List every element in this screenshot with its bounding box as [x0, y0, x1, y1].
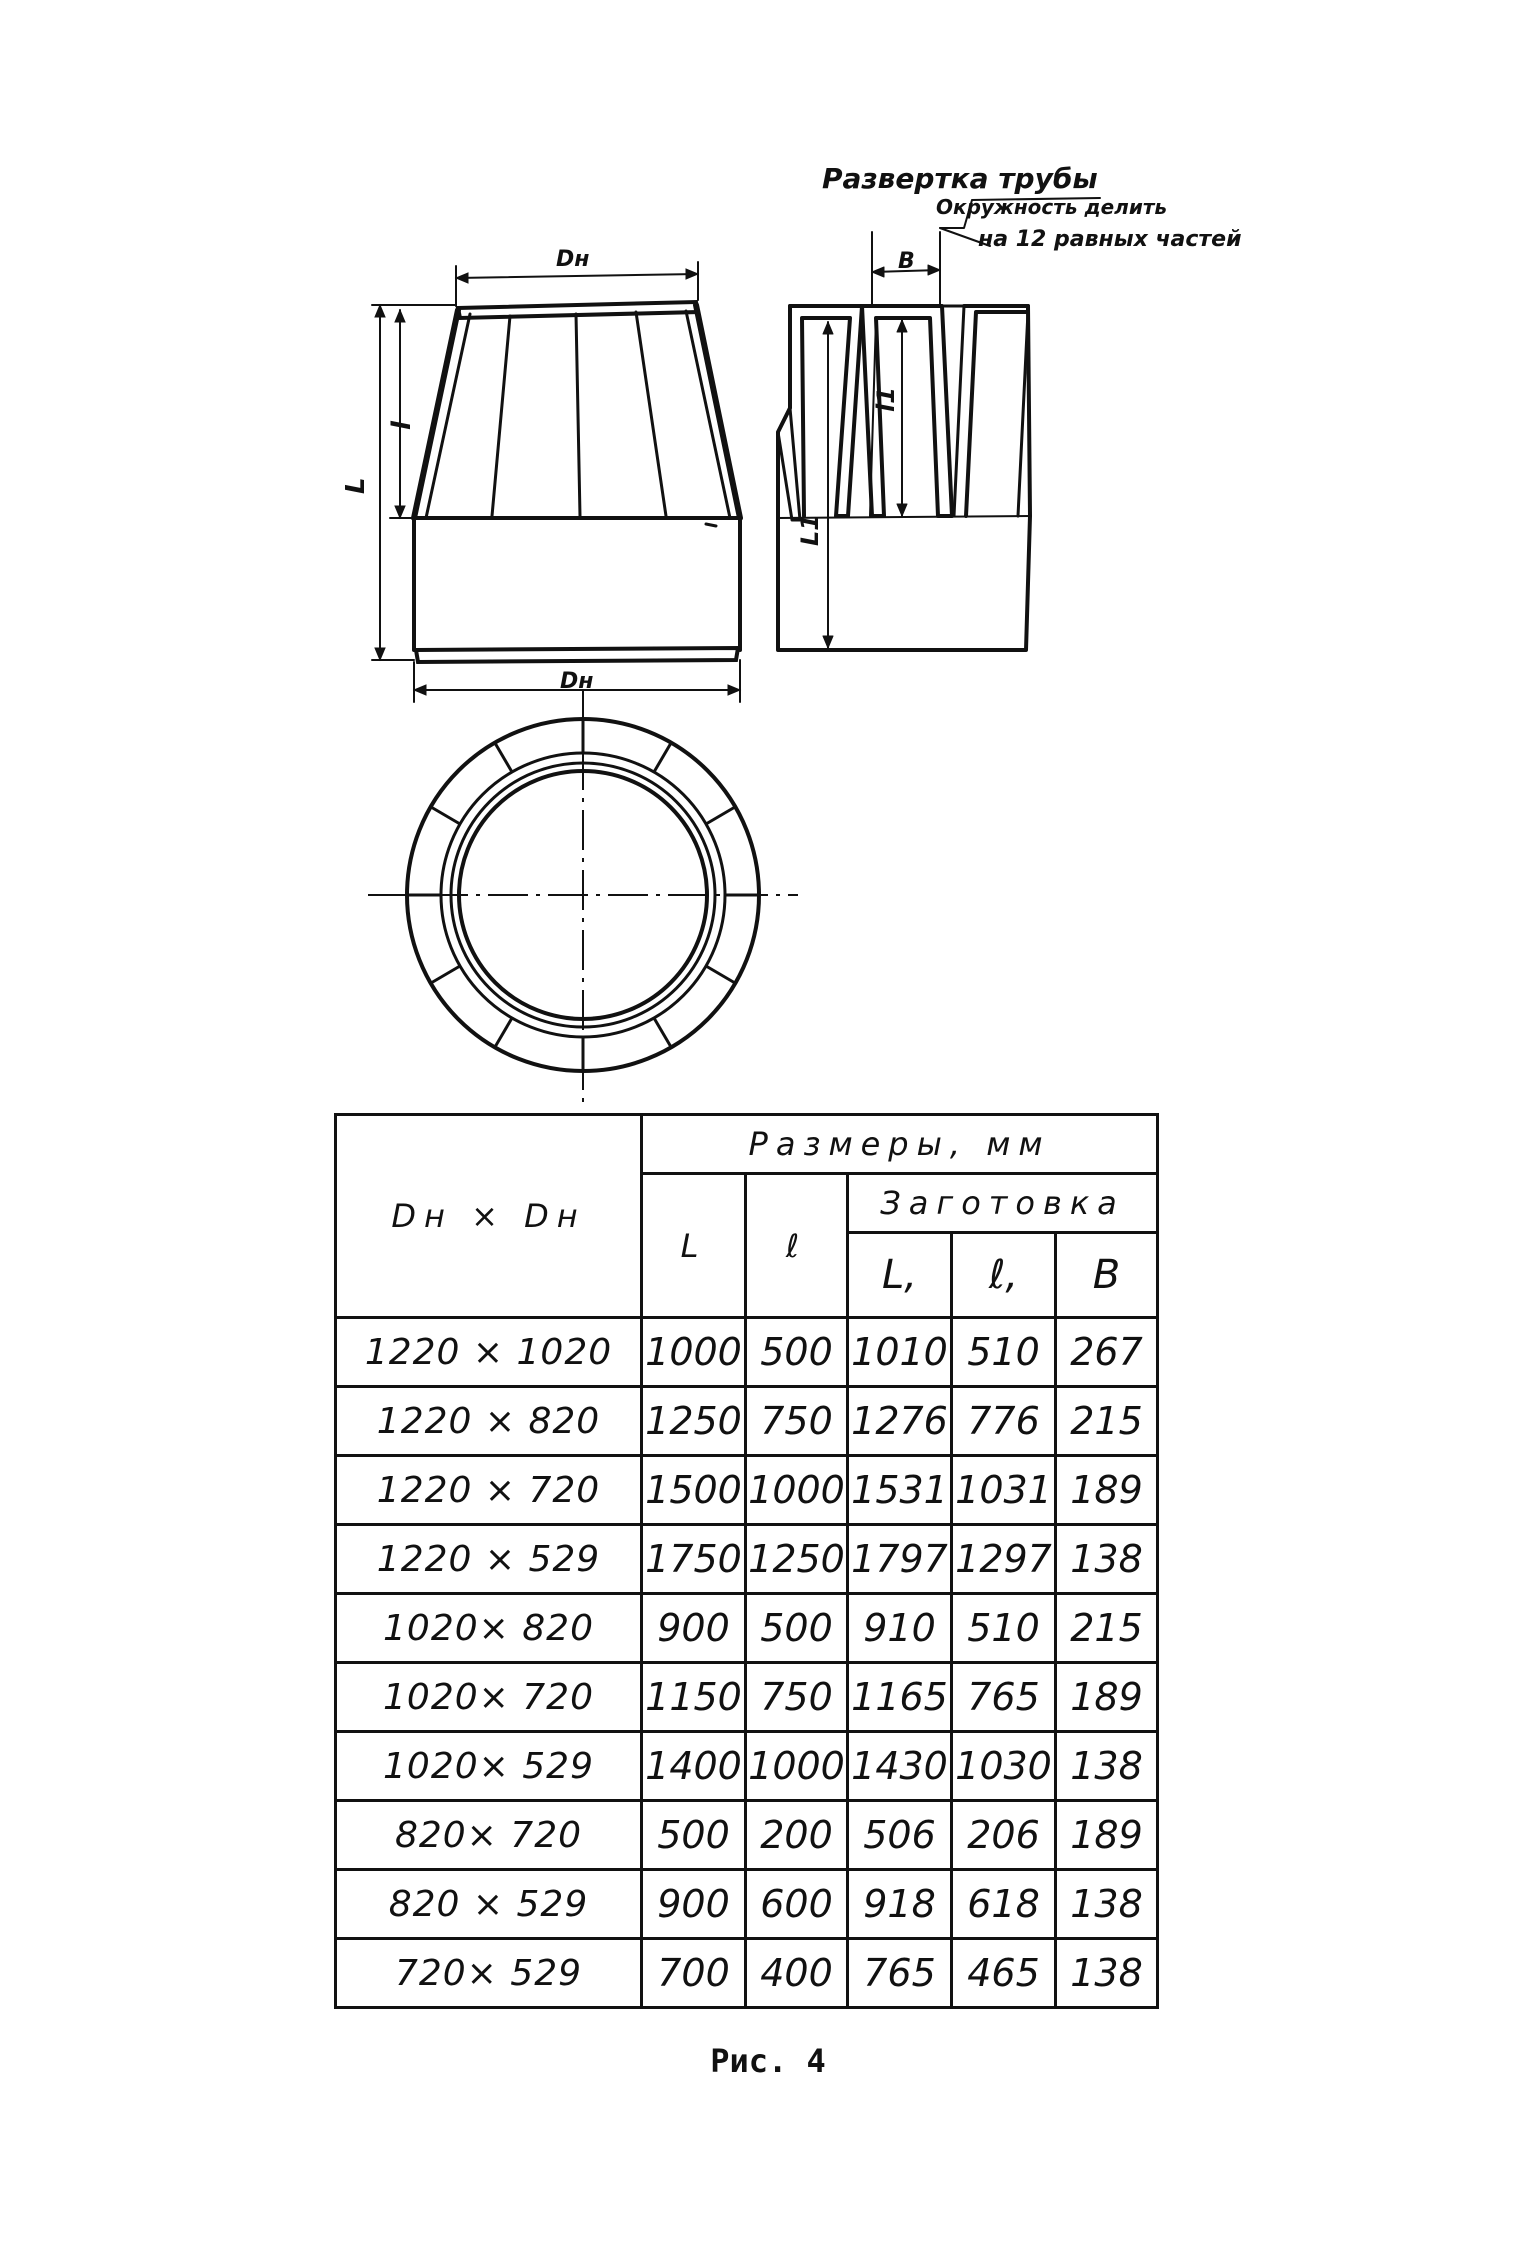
- figure-caption: Рис. 4: [710, 2042, 826, 2080]
- cell-l1: 206: [952, 1801, 1056, 1870]
- cell-L1: 1165: [848, 1663, 952, 1732]
- label-L1: L1: [796, 514, 824, 546]
- cell-L1: 1010: [848, 1318, 952, 1387]
- cell-B: 189: [1056, 1456, 1158, 1525]
- division-note-line1: Окружность делить: [936, 195, 1168, 219]
- label-dn-top: Dн: [556, 247, 590, 272]
- cell-diameters: 1020× 820: [336, 1594, 642, 1663]
- table-row: [336, 1870, 1158, 1939]
- dimensions-table-body: [336, 1318, 1158, 2008]
- label-dn-bottom: Dн: [560, 669, 594, 694]
- cell-B: 138: [1056, 1732, 1158, 1801]
- reducer-plan-view: [368, 690, 798, 1108]
- unfold-title: Развертка трубы: [822, 162, 1098, 195]
- cell-l: 400: [746, 1939, 848, 2008]
- cell-l1: 510: [952, 1318, 1056, 1387]
- cell-l1: 510: [952, 1594, 1056, 1663]
- cell-diameters: 820 × 529: [336, 1870, 642, 1939]
- header-B: B: [1056, 1233, 1158, 1318]
- technical-drawing: [0, 0, 1536, 1110]
- cell-diameters: 820× 720: [336, 1801, 642, 1870]
- cell-diameters: 1220 × 1020: [336, 1318, 642, 1387]
- cell-l1: 618: [952, 1870, 1056, 1939]
- cell-l: 750: [746, 1663, 848, 1732]
- table-row: [336, 1456, 1158, 1525]
- cell-diameters: 1020× 720: [336, 1663, 642, 1732]
- cell-L: 1000: [642, 1318, 746, 1387]
- cell-L1: 918: [848, 1870, 952, 1939]
- table-row: [336, 1939, 1158, 2008]
- cell-l: 1000: [746, 1732, 848, 1801]
- cell-diameters: 1020× 529: [336, 1732, 642, 1801]
- dimensions-table: [334, 1113, 1159, 2009]
- cell-l: 1000: [746, 1456, 848, 1525]
- table-row: [336, 1594, 1158, 1663]
- cell-l: 600: [746, 1870, 848, 1939]
- cell-B: 215: [1056, 1594, 1158, 1663]
- diameters-header: Dн × Dн: [336, 1115, 642, 1318]
- cell-l1: 765: [952, 1663, 1056, 1732]
- cell-B: 138: [1056, 1939, 1158, 2008]
- cell-l: 750: [746, 1387, 848, 1456]
- cell-B: 189: [1056, 1663, 1158, 1732]
- cell-diameters: 1220 × 820: [336, 1387, 642, 1456]
- cell-L: 900: [642, 1594, 746, 1663]
- table-row: [336, 1801, 1158, 1870]
- cell-l1: 1297: [952, 1525, 1056, 1594]
- cell-l1: 1030: [952, 1732, 1056, 1801]
- cell-diameters: 1220 × 720: [336, 1456, 642, 1525]
- table-row: [336, 1732, 1158, 1801]
- cell-l: 500: [746, 1594, 848, 1663]
- cell-L1: 1797: [848, 1525, 952, 1594]
- blank-header: Заготовка: [848, 1174, 1158, 1233]
- cell-l: 1250: [746, 1525, 848, 1594]
- cell-l1: 1031: [952, 1456, 1056, 1525]
- pipe-unfold-view: [778, 198, 1100, 650]
- label-B: B: [898, 249, 915, 274]
- label-L: L: [341, 477, 371, 494]
- header-l1: ℓ,: [952, 1233, 1056, 1318]
- cell-diameters: 720× 529: [336, 1939, 642, 2008]
- cell-l: 500: [746, 1318, 848, 1387]
- cell-B: 215: [1056, 1387, 1158, 1456]
- cell-l: 200: [746, 1801, 848, 1870]
- cell-L: 700: [642, 1939, 746, 2008]
- division-note-line2: на 12 равных частей: [978, 227, 1242, 252]
- dimensions-table-wrapper: [334, 1113, 1156, 2009]
- cell-L: 900: [642, 1870, 746, 1939]
- cell-l1: 776: [952, 1387, 1056, 1456]
- cell-L: 1750: [642, 1525, 746, 1594]
- table-row: [336, 1663, 1158, 1732]
- cell-L1: 506: [848, 1801, 952, 1870]
- cell-L: 1250: [642, 1387, 746, 1456]
- cell-L1: 910: [848, 1594, 952, 1663]
- cell-B: 138: [1056, 1870, 1158, 1939]
- cell-B: 138: [1056, 1525, 1158, 1594]
- cell-L: 1400: [642, 1732, 746, 1801]
- sizes-header: Размеры, мм: [642, 1115, 1158, 1174]
- table-row: [336, 1387, 1158, 1456]
- cell-L1: 765: [848, 1939, 952, 2008]
- reducer-elevation-view: [372, 262, 740, 702]
- cell-diameters: 1220 × 529: [336, 1525, 642, 1594]
- label-l1: l1: [872, 387, 900, 412]
- cell-L1: 1531: [848, 1456, 952, 1525]
- cell-L1: 1276: [848, 1387, 952, 1456]
- cell-B: 267: [1056, 1318, 1158, 1387]
- cell-l1: 465: [952, 1939, 1056, 2008]
- header-l: ℓ: [746, 1174, 848, 1318]
- header-L: L: [642, 1174, 746, 1318]
- cell-L: 1500: [642, 1456, 746, 1525]
- cell-L: 1150: [642, 1663, 746, 1732]
- cell-L: 500: [642, 1801, 746, 1870]
- header-L1: L,: [848, 1233, 952, 1318]
- cell-B: 189: [1056, 1801, 1158, 1870]
- table-row: [336, 1525, 1158, 1594]
- table-row: [336, 1318, 1158, 1387]
- cell-L1: 1430: [848, 1732, 952, 1801]
- label-l: l: [387, 421, 417, 430]
